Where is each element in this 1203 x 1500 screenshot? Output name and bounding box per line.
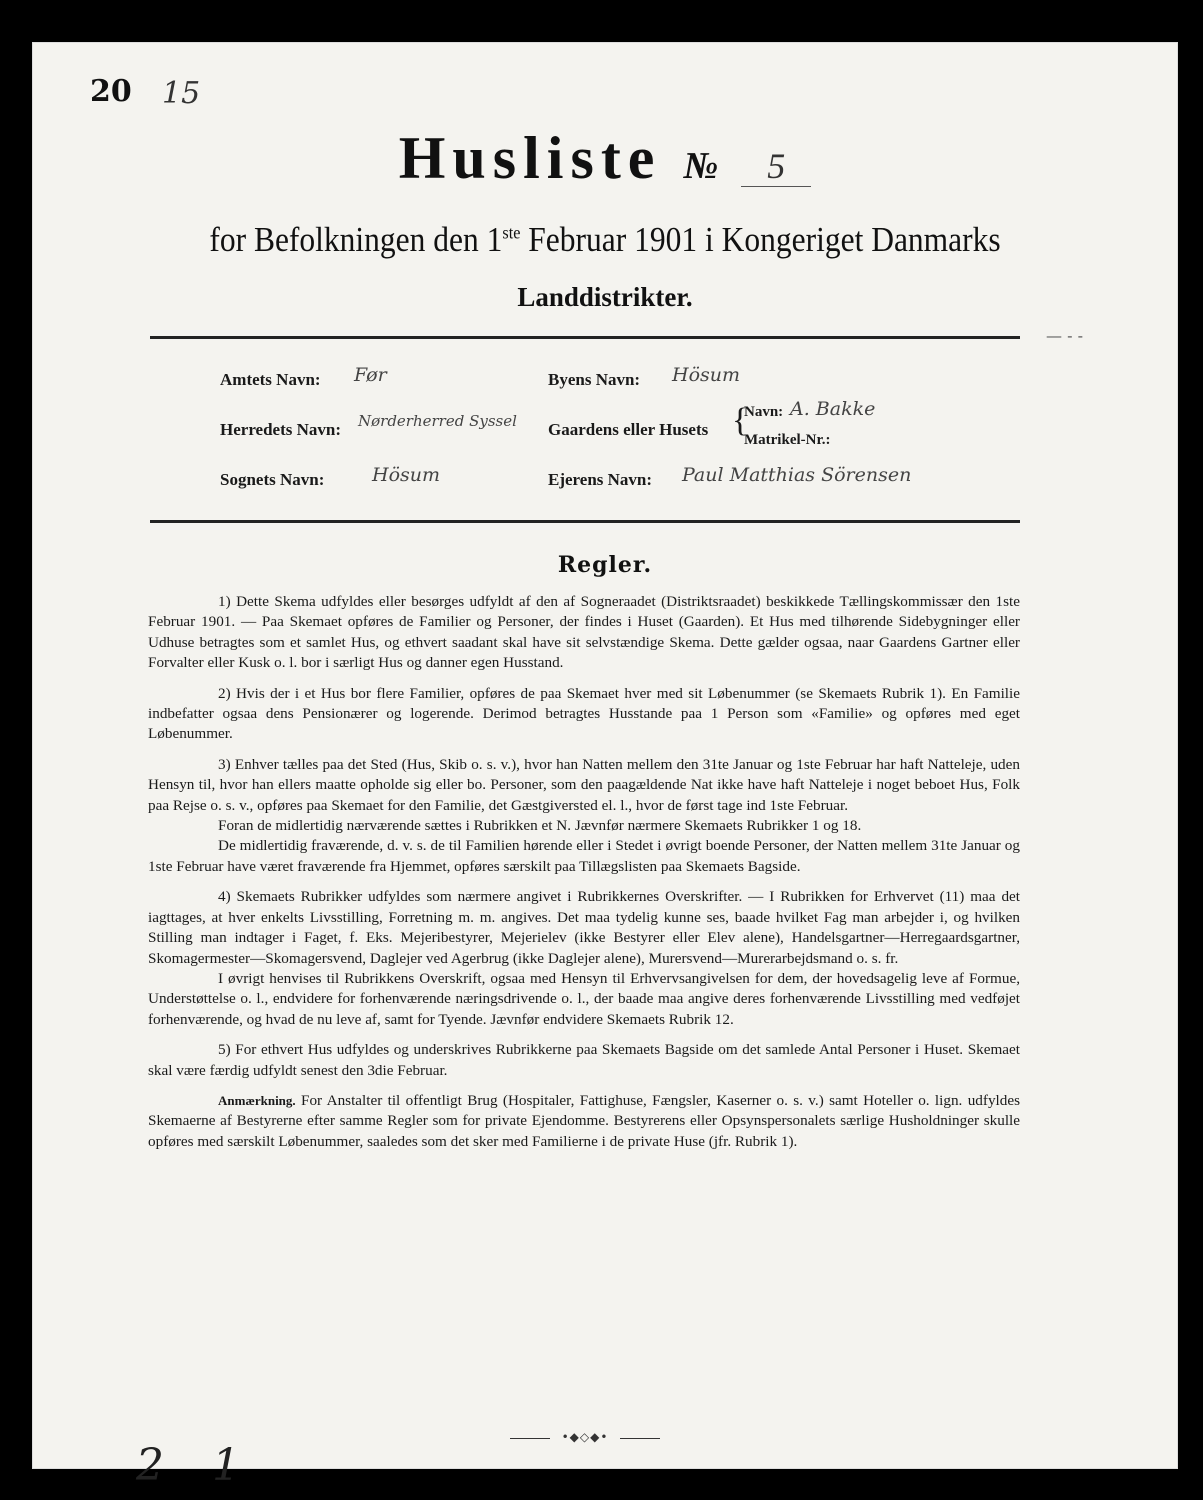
navn-value: A. Bakke <box>790 398 876 420</box>
margin-mark: — - - <box>1046 326 1083 345</box>
herred-label: Herredets Navn: <box>220 420 342 439</box>
handwritten-number-right: 1 <box>212 1440 240 1491</box>
rule-5: 5) For ethvert Hus udfyldes og underskrives Rubrikkerne paa Skemaets Bagside om det samlede Antal Personer i Huset. Skemaet skal være færdig udfyldt senest den 3die Februar. <box>148 1041 1020 1079</box>
bottom-rule <box>150 520 1020 523</box>
sogn-label: Sognets Navn: <box>220 470 325 489</box>
rules-heading: Regler. <box>557 552 653 578</box>
rule-2: 2) Hvis der i et Hus bor flere Familier, opføres de paa Skemaet hver med sit Løbenummer (se Skemaets Rubrik 1). En Familie indbefatter ogsaa dens Pensionærer og logerende. Derimod betragtes Husstande paa 1 Person som «Familie» og opføres med eget Løbenummer. <box>148 684 1020 743</box>
matrikel-label: Matrikel-Nr.: <box>744 432 831 448</box>
rule-3-note-b: De midlertidig fraværende, d. v. s. de til Familien hørende eller i Stedet i øvrigt boende Personer, der Natten mellem 31te Januar og 1ste Februar have været fraværende fra Hjemmet, opføres særskilt paa Tillægslisten paa Skemaets Bagside. <box>148 837 1020 875</box>
number-sign: № <box>683 145 720 187</box>
form-title <box>32 124 1178 193</box>
amt-value: Før <box>354 364 387 386</box>
page-number-right: 15 <box>162 76 201 111</box>
census-form-page <box>32 42 1178 1491</box>
subtitle-sup: ste <box>502 222 521 243</box>
form-subtitle <box>89 220 1120 260</box>
ornament-divider: •◆◇◆• <box>510 1430 660 1444</box>
annotation <box>148 1091 1020 1152</box>
rule-1: 1) Dette Skema udfyldes eller besørges udfyldt af den af Sogneraadet (Distriktsraadet) beskikkede Tællingskommissær den 1ste Februar 1901. — Paa Skemaet opføres de Familier og Personer, der findes i Huset (Gaarden). Et Hus med tilhørende Sidebygninger eller Udhuse betragtes som et samlet Hus, og ethvert saadant skal have sit selvstændige Skema. Dette gælder ogsaa, naar Gaardens Gartner eller Forvalter eller Kusk o. l. bor i særligt Hus og danner egen Husstand. <box>148 593 1020 672</box>
rule-3: 3) Enhver tælles paa det Sted (Hus, Skib o. s. v.), hvor han Natten mellem den 31te Januar og 1ste Februar har haft Natteleje, uden Hensyn til, hvor han ellers maatte opholde sig eller bo. Personer, som den paagældende Nat ikke have haft Natteleje i noget beboet Hus, Folk paa Rejse o. s. v., opføres paa Skemaet for den Familie, det Gæstgiversted el. l., hvor de først tage ind 1ste Februar. <box>148 755 1020 814</box>
ejer-value: Paul Matthias Sörensen <box>682 464 912 486</box>
rule-3-note-a: Foran de midlertidig nærværende sættes i Rubrikken et N. Jævnfør nærmere Skemaets Rubrikker 1 og 18. <box>218 817 862 835</box>
list-number: 5 <box>741 146 811 187</box>
top-rule <box>150 336 1020 339</box>
rule-4-note: I øvrigt henvises til Rubrikkens Overskrift, ogsaa med Hensyn til Erhvervsangivelsen for dem, der hovedsagelig leve af Formue, Understøttelse o. l., endvidere for forhenværende næringsdrivende o. l., der baade maa angive deres forhenværende Livsstilling med vedføjet forhenværende, og hvad de nu leve af, samt for Tyende. Jævnfør endvidere Skemaets Rubrik 12. <box>148 969 1020 1028</box>
herred-value: Nørderherred Syssel <box>358 412 517 430</box>
brace: { <box>732 402 749 439</box>
subtitle-pre: for Befolkningen den 1 <box>209 220 503 259</box>
annotation-label: Anmærkning. <box>218 1092 296 1108</box>
page-number-left: 20 <box>90 74 132 109</box>
rules-body <box>148 592 1020 1162</box>
title-text: Husliste <box>398 125 662 191</box>
sogn-value: Hösum <box>372 464 441 486</box>
rule-4: 4) Skemaets Rubrikker udfyldes som nærmere angivet i Rubrikkernes Overskrifter. — I Rubrikken for Erhvervet (11) maa det iagttages, at hver enkelts Livsstilling, Forretning m. m. angives. Det maa tydelig kunne ses, baade hvilket Fag man arbejder i, og hvilken Stilling man indtager i Faget, f. Eks. Mejeribestyrer, Mejerielev (ikke Bestyrer eller Elev alene), Handelsgartner—Herregaardsgartner, Skomagermester—Skomagersvend, Daglejer ved Agerbrug (ikke Daglejer alene), Murersvend—Murerarbejdsmand o. s. fr. <box>148 888 1020 967</box>
by-value: Hösum <box>672 364 741 386</box>
handwritten-number-left: 2 <box>136 1440 164 1491</box>
annotation-text: For Anstalter til offentligt Brug (Hospitaler, Fattighuse, Fængsler, Kaserner o. s. v.) samt Hoteller o. lign. udfyldes Skemaerne af Bestyrerne efter samme Regler som for private Ejendomme. Bestyrerens eller Opsynspersonalets særlige Husholdninger skulle opføres med særskilt Løbenummer, saaledes som det sker med Familierne i de private Huse (jfr. Rubrik 1). <box>148 1091 1020 1150</box>
ejer-label: Ejerens Navn: <box>548 470 653 489</box>
by-label: Byens Navn: <box>548 370 641 389</box>
amt-label: Amtets Navn: <box>220 370 321 389</box>
subtitle-post: Februar 1901 i Kongeriget Danmarks <box>520 220 1001 259</box>
gaard-label: Gaardens eller Husets <box>548 420 709 439</box>
form-district: Landdistrikter. <box>517 282 693 312</box>
navn-label: Navn: <box>744 404 784 420</box>
